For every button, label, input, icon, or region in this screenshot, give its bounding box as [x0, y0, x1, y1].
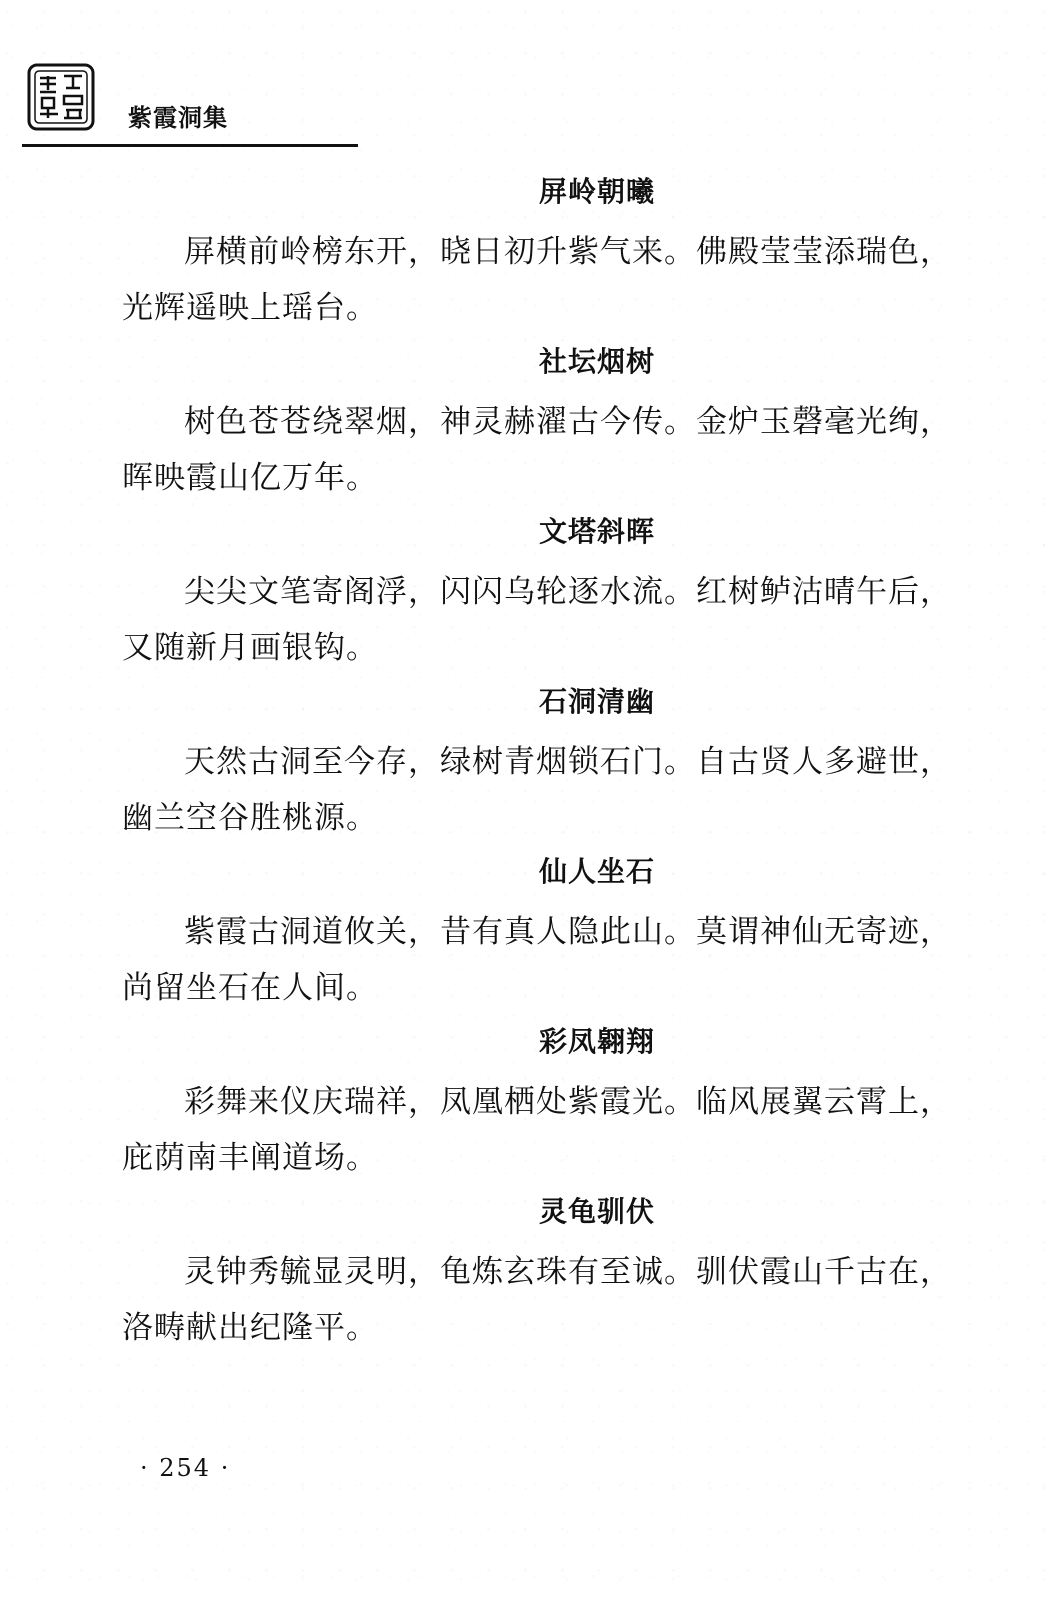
poem-text: 彩舞来仪庆瑞祥，凤凰栖处紫霞光。临风展翼云霄上，庇荫南丰阐道场。: [122, 1084, 952, 1176]
poem: [122, 512, 952, 676]
poem-text: 树色苍苍绕翠烟，神灵赫濯古今传。金炉玉磬毫光绚，晖映霞山亿万年。: [122, 404, 952, 496]
poem-title: 社坛烟树: [538, 345, 655, 378]
poem-list: [122, 172, 952, 1362]
page-header: [22, 52, 358, 148]
poem: [122, 1192, 952, 1356]
page-number: · 254 ·: [140, 1454, 231, 1482]
poem-text: 紫霞古洞道攸关，昔有真人隐此山。莫谓神仙无寄迹，尚留坐石在人间。: [122, 914, 952, 1006]
poem: [122, 342, 952, 506]
poem-text: 屏横前岭榜东开，晓日初升紫气来。佛殿莹莹添瑞色，光辉遥映上瑶台。: [122, 234, 952, 326]
poem-title: 文塔斜晖: [538, 515, 655, 548]
poem-text: 天然古洞至今存，绿树青烟锁石门。自古贤人多避世，幽兰空谷胜桃源。: [122, 744, 952, 836]
poem: [122, 682, 952, 846]
poem-title: 彩凤翱翔: [538, 1025, 655, 1058]
poem-text: 灵钟秀毓显灵明，龟炼玄珠有至诚。驯伏霞山千古在，洛畴献出纪隆平。: [122, 1254, 952, 1346]
poem: [122, 852, 952, 1016]
poem-title: 屏岭朝曦: [538, 175, 655, 208]
poem-title: 石洞清幽: [538, 685, 655, 718]
poem: [122, 172, 952, 336]
poem-title: 仙人坐石: [538, 855, 655, 888]
poem-title: 灵龟驯伏: [538, 1195, 655, 1228]
poem-text: 尖尖文笔寄阁浮，闪闪乌轮逐水流。红树鲈沽晴午后，又随新月画银钩。: [122, 574, 952, 666]
seal-icon: [26, 62, 96, 132]
header-rule: [22, 144, 358, 147]
book-title: 紫霞洞集: [128, 104, 228, 132]
poem: [122, 1022, 952, 1186]
